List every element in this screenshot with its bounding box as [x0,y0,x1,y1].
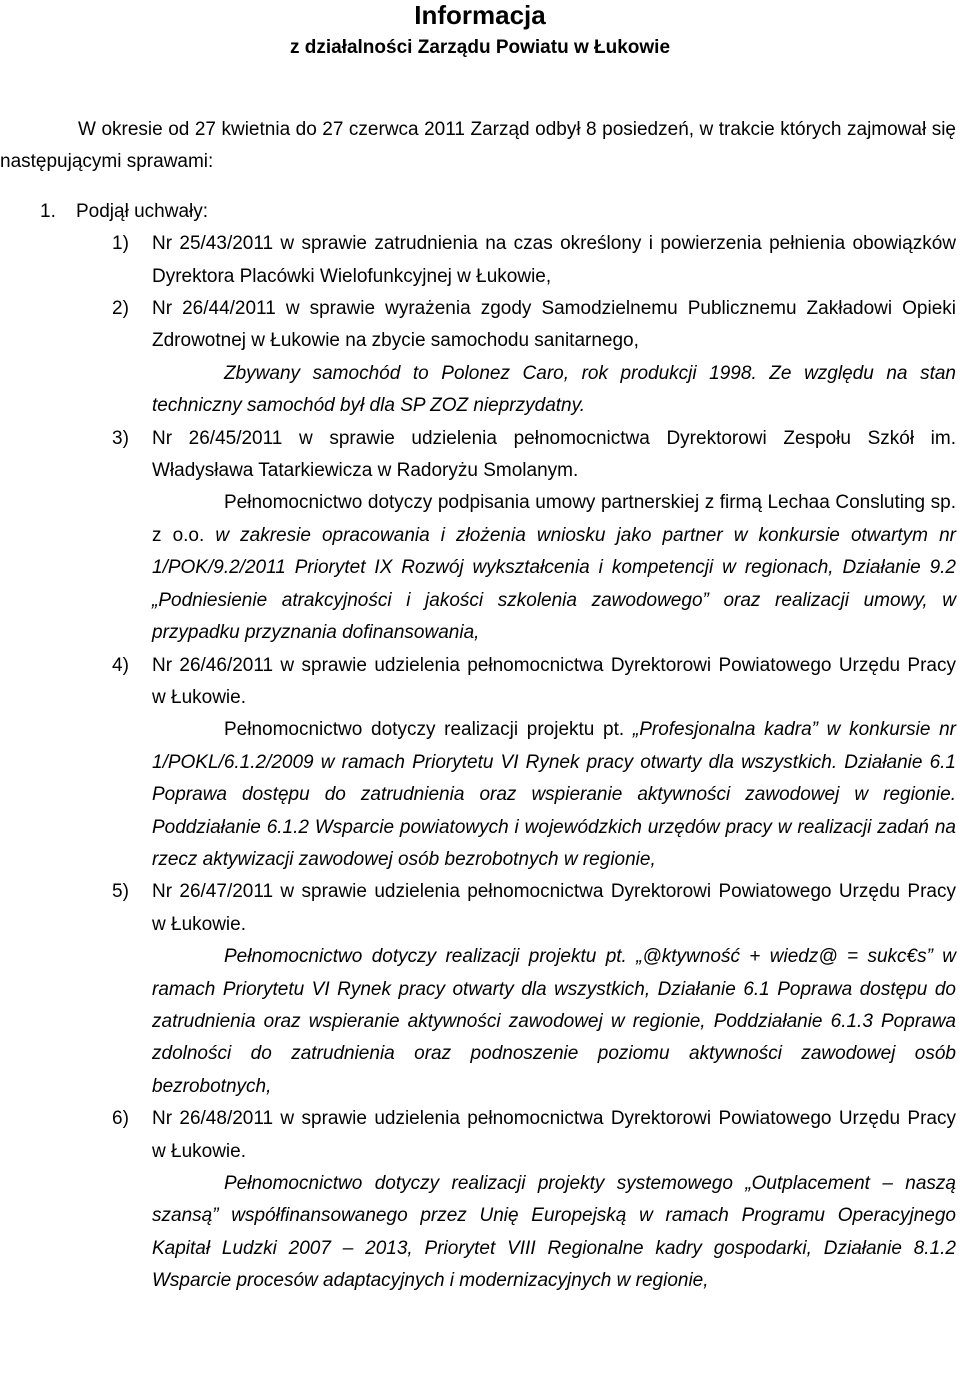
item-marker: 2) [112,298,129,320]
item-marker: 3) [112,427,129,449]
item-text: Nr 26/47/2011 w sprawie udzielenia pełnomocnictwa Dyrektorowi Powiatowego Urzędu Pracy w Łukowie. [152,881,956,935]
intro-paragraph: W okresie od 27 kwietnia do 27 czerwca 2011 Zarząd odbył 8 posiedzeń, w trakcie których zajmował się następującymi sprawami: [0,119,956,173]
item-marker: 4) [112,654,129,676]
section-heading [40,196,960,228]
item-note: Zbywany samochód to Polonez Caro, rok produkcji 1998. Ze względu na stan techniczny samochód był dla SP ZOZ nieprzydatny. [152,362,956,417]
item-marker: 5) [112,881,129,903]
item-note-plain: Pełnomocnictwo dotyczy realizacji projektu pt. [224,719,625,741]
item-text: Nr 25/43/2011 w sprawie zatrudnienia na czas określony i powierzenia pełnienia obowiązków Dyrektora Placówki Wielofunkcyjnej w Łukowie, [152,233,956,287]
item-note-rest: w zakresie opracowania i złożenia wniosku jako partner w konkursie otwartym nr 1/POK/9.2/2011 Priorytet IX Rozwój wykształcenia i kompetencji w regionach, Działanie 9.2 „Podniesienie atrakcyjności i jakości szkolenia zawodowego” oraz realizacji umowy, w przypadku przyznania dofinansowania, [152,524,956,644]
item-note: Pełnomocnictwo dotyczy realizacji projektu pt. „@ktywność + wiedz@ = sukc€s” w ramach Priorytetu VI Rynek pracy otwarty dla wszystkich, Działanie 6.1 Poprawa dostępu do zatrudnienia oraz wspieranie aktywności zawodowej w regionie, Poddziałanie 6.1.3 Poprawa zdolności do zatrudnienia oraz podnoszenie poziomu aktywności zawodowej osób bezrobotnych, [152,946,956,1097]
resolution-item [0,228,960,293]
resolution-item [0,650,960,715]
item-note: Pełnomocnictwo dotyczy realizacji projekty systemowego „Outplacement – naszą szansą” współfinansowanego przez Unię Europejską w ramach Programu Operacyjnego Kapitał Ludzki 2007 – 2013, Priorytet VIII Regionalne kadry gospodarki, Działanie 8.1.2 Wsparcie procesów adaptacyjnych i modernizacyjnych w regionie, [152,1173,956,1292]
item-marker: 1) [112,233,129,255]
item-note [0,487,960,649]
section-number: 1. [40,200,56,222]
item-text: Nr 26/48/2011 w sprawie udzielenia pełnomocnictwa Dyrektorowi Powiatowego Urzędu Pracy w Łukowie. [152,1108,956,1162]
resolution-item [0,1103,960,1168]
item-text: Nr 26/45/2011 w sprawie udzielenia pełnomocnictwa Dyrektorowi Zespołu Szkół im. Władysława Tatarkiewicza w Radoryżu Smolanym. [152,427,956,482]
item-note-rest: „Profesjonalna kadra” w konkursie nr 1/POKL/6.1.2/2009 w ramach Priorytetu VI Rynek pracy otwarty dla wszystkich. Działanie 6.1 Poprawa dostępu do zatrudnienia oraz wspieranie aktywności zawodowej w regionie. Poddziałanie 6.1.2 Wsparcie powiatowych i wojewódzkich urzędów pracy w realizacji zadań na rzecz aktywizacji zawodowej osób bezrobotnych w regionie, [152,719,956,870]
resolution-item [0,876,960,941]
section-label: Podjął uchwały: [76,200,209,222]
document-title: Informacja [414,0,546,30]
item-text: Nr 26/44/2011 w sprawie wyrażenia zgody Samodzielnemu Publicznemu Zakładowi Opieki Zdrowotnej w Łukowie na zbycie samochodu sanitarnego, [152,298,956,352]
item-note [0,714,960,876]
item-text: Nr 26/46/2011 w sprawie udzielenia pełnomocnictwa Dyrektorowi Powiatowego Urzędu Pracy w Łukowie. [152,654,956,708]
item-note-plain: Pełnomocnictwo dotyczy podpisania umowy partnerskiej z firmą Lechaa Consluting sp. z o.o. [152,492,956,546]
document-subtitle: z działalności Zarządu Powiatu w Łukowie [289,37,671,58]
resolution-item [0,293,960,358]
resolution-list [0,228,960,1297]
item-marker: 6) [112,1108,129,1130]
resolution-item [0,423,960,488]
